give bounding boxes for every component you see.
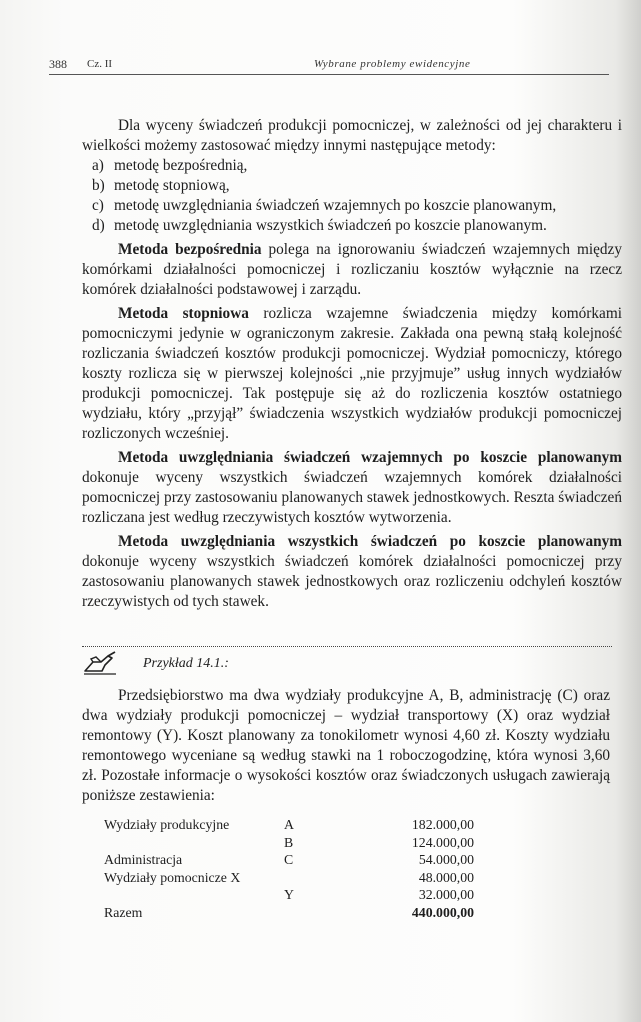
running-title: Wybrane problemy ewidencyjne: [314, 58, 471, 70]
intro-paragraph: Dla wyceny świadczeń produkcji pomocniczej, w zależności od jej charakteru i wielkości możemy zastosować między innymi następujące metody:: [82, 117, 622, 154]
header-rule: [49, 74, 609, 75]
example-title: Przykład 14.1.:: [143, 656, 229, 671]
example-body: [82, 686, 610, 806]
department-code: A: [284, 817, 294, 832]
method-name: Metoda bezpośrednia: [118, 241, 262, 258]
page-number: 388: [49, 57, 67, 71]
total-label: Razem: [104, 904, 143, 920]
method-paragraph: [82, 240, 622, 300]
department-name: Wydziały produkcyjne: [104, 817, 230, 832]
cost-table: [104, 816, 474, 921]
list-item-label: a): [92, 157, 104, 174]
department-code: Y: [284, 887, 294, 902]
department-code: [284, 869, 344, 887]
list-item-text: metodę uwzględniania świadczeń wzajemnych po koszcie planowanym,: [114, 197, 557, 214]
department-cost: 48.000,00: [418, 869, 474, 885]
department-cost: 32.000,00: [418, 887, 474, 902]
list-item-text: metodę uwzględniania wszystkich świadczeń po koszcie planowanym.: [114, 217, 547, 234]
list-item-label: d): [92, 217, 105, 234]
department-cost: 182.000,00: [411, 817, 474, 832]
running-header: [49, 55, 609, 75]
department-name: Wydziały pomocnicze X: [104, 869, 241, 885]
table-row: [104, 834, 474, 852]
department-code: C: [284, 852, 294, 867]
method-paragraph: [82, 304, 622, 444]
department-name: Administracja: [104, 852, 183, 867]
list-item: [92, 216, 622, 236]
table-row: [104, 816, 474, 834]
table-total-row: [104, 904, 474, 922]
department-name: [104, 886, 284, 904]
table-row: [104, 869, 474, 887]
department-code: [284, 904, 344, 922]
methods-list: [82, 156, 622, 236]
list-item-label: c): [92, 197, 104, 214]
list-item: [92, 156, 622, 176]
list-item-label: b): [92, 177, 105, 194]
department-name: [104, 834, 284, 852]
department-cost: 124.000,00: [411, 834, 474, 850]
list-item: [92, 196, 622, 216]
main-text: [82, 116, 622, 612]
list-item-text: metodę bezpośrednią,: [114, 157, 248, 174]
example-divider: [82, 646, 612, 647]
method-paragraph: [82, 532, 622, 612]
writing-hand-icon: [82, 650, 118, 676]
method-paragraph: [82, 448, 622, 528]
method-name: Metoda uwzględniania świadczeń wzajemnych po koszcie planowanym: [118, 449, 622, 466]
table-row: [104, 851, 474, 869]
table-row: [104, 886, 474, 904]
total-amount: 440.000,00: [411, 904, 474, 920]
department-code: B: [284, 834, 294, 850]
method-description: dokonuje wyceny wszystkich świadczeń wzajemnych komórek działalności pomocniczej przy zastosowaniu planowanych stawek jednostkowych. Reszta świadczeń rozliczana jest według rzeczywistych kosztów wytworzenia.: [82, 469, 622, 526]
method-name: Metoda stopniowa: [118, 305, 249, 322]
department-cost: 54.000,00: [418, 852, 474, 867]
method-description: rozlicza wzajemne świadczenia między komórkami pomocniczymi jedynie w ograniczonym zakresie. Zakłada ona pewną stałą kolejność rozliczania świadczeń kosztów produkcji pomocniczej. Wydział pomocniczy, którego koszty rozlicza się w pierwszej kolejności „nie przyjmuje” usług innych wydziałów produkcji pomocniczej. Tak postępuje się aż do rozliczenia kosztów ostatniego wydziału, który „przyjął” świadczenia wszystkich wydziałów produkcji pomocniczej rozliczonych wcześniej.: [82, 305, 622, 442]
list-item: [92, 176, 622, 196]
chapter-label: Cz. II: [87, 58, 113, 70]
method-description: dokonuje wyceny wszystkich świadczeń komórek działalności pomocniczej przy zastosowaniu planowanych stawek jednostkowych oraz rozliczeniu odchyleń kosztów rzeczywistych od tych stawek.: [82, 553, 622, 610]
method-description: polega na ignorowaniu świadczeń wzajemnych między komórkami działalności pomocniczej i rozliczaniu kosztów wyłącznie na rzecz komórek działalności podstawowej i zarządu.: [82, 241, 622, 298]
example-text: Przedsiębiorstwo ma dwa wydziały produkcyjne A, B, administrację (C) oraz dwa wydziały produkcji pomocniczej – wydział transportowy (X) oraz wydział remontowy (Y). Koszt planowany za tonokilometr wynosi 4,60 zł. Koszty wydziału remontowego wyceniane są według stawki na 1 roboczogodzinę, która wynosi 3,60 zł. Pozostałe informacje o wysokości kosztów oraz świadczonych usługach zawierają poniższe zestawienia:: [82, 687, 610, 804]
list-item-text: metodę stopniową,: [114, 177, 230, 194]
method-name: Metoda uwzględniania wszystkich świadczeń po koszcie planowanym: [118, 533, 622, 550]
